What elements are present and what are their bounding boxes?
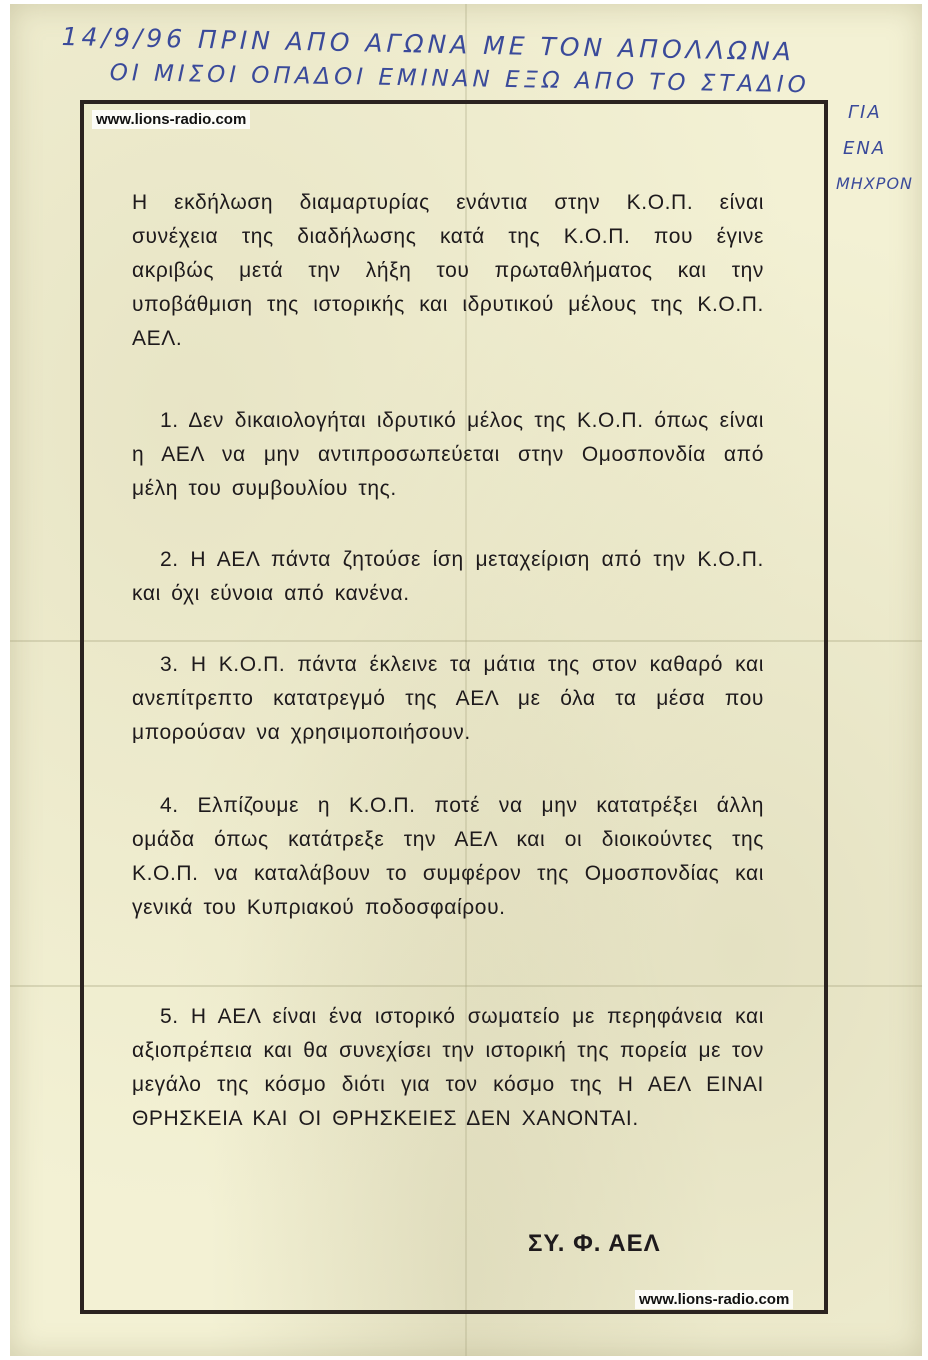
signature: ΣΥ. Φ. ΑΕΛ — [528, 1230, 661, 1257]
watermark-top: www.lions-radio.com — [92, 110, 250, 129]
handwritten-side-note-2: ΕΝΑ — [843, 138, 887, 159]
handwritten-note-line-2: ΟΙ ΜΙΣΟΙ ΟΠΑΔΟΙ ΕΜΙΝΑΝ ΕΞΩ ΑΠΟ ΤΟ ΣΤΑΔΙΟ — [109, 60, 810, 99]
point-5-paragraph: 5. Η ΑΕΛ είναι ένα ιστορικό σωματείο με περηφάνεια και αξιοπρέπεια και θα συνεχίσει την ιστορική της πορεία με τον μεγάλο της κόσμο διότι για τον κόσμο της Η ΑΕΛ ΕΙΝΑΙ ΘΡΗΣΚΕΙΑ ΚΑΙ ΟΙ ΘΡΗΣΚΕΙΕΣ ΔΕΝ ΧΑΝΟΝΤΑΙ. — [132, 1005, 764, 1130]
point-4-paragraph: 4. Ελπίζουμε η Κ.Ο.Π. ποτέ να μην κατατρέξει άλλη ομάδα όπως κατάτρεξε την ΑΕΛ και οι διοικούντες της Κ.Ο.Π. να καταλάβουν το συμφέρον της Ομοσπονδίας και γενικά του Κυπριακού ποδοσφαίρου. — [132, 794, 764, 919]
intro-paragraph: Η εκδήλωση διαμαρτυρίας ενάντια στην Κ.Ο.Π. είναι συνέχεια της διαδήλωσης κατά της Κ.Ο.Π. που έγινε ακριβώς μετά την λήξη του πρωταθλήματος και την υποβάθμιση της ιστορικής και ιδρυτικού μέλους της Κ.Ο.Π. ΑΕΛ. — [132, 191, 764, 350]
point-3-paragraph: 3. Η Κ.Ο.Π. πάντα έκλεινε τα μάτια της στον καθαρό και ανεπίτρεπτο κατατρεγμό της ΑΕΛ με όλα τα μέσα που μπορούσαν να χρησιμοποιήσουν. — [132, 653, 764, 744]
handwritten-side-note-1: ΓΙΑ — [848, 102, 882, 123]
point-2-paragraph: 2. Η ΑΕΛ πάντα ζητούσε ίση μεταχείριση από την Κ.Ο.Π. και όχι εύνοια από κανένα. — [132, 548, 764, 605]
watermark-bottom: www.lions-radio.com — [635, 1290, 793, 1309]
handwritten-side-note-3: ΜΗΧΡΟΝ — [836, 174, 914, 193]
point-1-paragraph: 1. Δεν δικαιολογήται ιδρυτικό μέλος της Κ.Ο.Π. όπως είναι η ΑΕΛ να μην αντιπροσωπεύεται στην Ομοσπονδία από μέλη του συμβουλίου της. — [132, 409, 764, 500]
handwritten-note-line-1: 14/9/96 ΠΡΙΝ ΑΠΟ ΑΓΩΝΑ ΜΕ ΤΟΝ ΑΠΟΛΛΩΝΑ — [61, 22, 796, 67]
